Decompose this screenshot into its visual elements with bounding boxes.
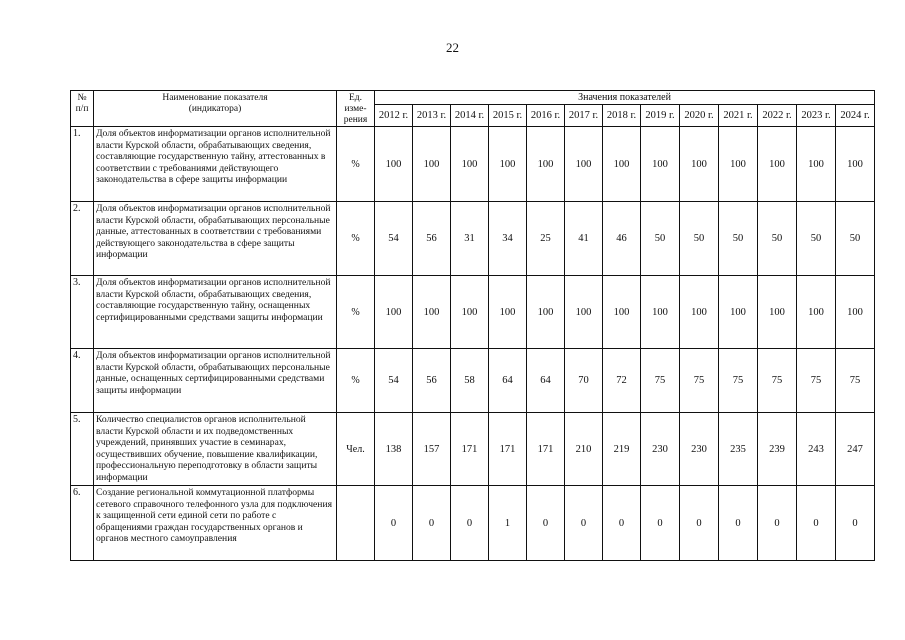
indicator-name: Количество специалистов органов исполнительной власти Курской области и их подведомственных учреждений, принявших участие в семинарах, осуществивших обучение, повышение квалификации, профессиональную переподготовку в области защиты информации (94, 413, 337, 486)
unit-cell (337, 486, 375, 561)
value-cell: 75 (680, 349, 719, 413)
value-cell: 100 (451, 276, 489, 349)
value-cell: 54 (375, 349, 413, 413)
header-year: 2013 г. (413, 105, 451, 127)
value-cell: 0 (413, 486, 451, 561)
value-cell: 157 (413, 413, 451, 486)
table-row (71, 202, 875, 276)
value-cell: 31 (451, 202, 489, 276)
indicator-name: Доля объектов информатизации органов исполнительной власти Курской области, обрабатывающих сведения, составляющие государственную тайну, оснащенных сертифицированными средствами защиты информации (94, 276, 337, 349)
value-cell: 34 (489, 202, 527, 276)
value-cell: 100 (641, 127, 680, 202)
value-cell: 0 (451, 486, 489, 561)
value-cell: 100 (680, 127, 719, 202)
value-cell: 75 (836, 349, 875, 413)
header-year: 2020 г. (680, 105, 719, 127)
value-cell: 41 (565, 202, 603, 276)
value-cell: 100 (375, 127, 413, 202)
row-number: 5. (71, 413, 94, 486)
value-cell: 247 (836, 413, 875, 486)
header-year: 2015 г. (489, 105, 527, 127)
value-cell: 25 (527, 202, 565, 276)
table-row (71, 349, 875, 413)
value-cell: 100 (758, 276, 797, 349)
value-cell: 171 (527, 413, 565, 486)
value-cell: 0 (797, 486, 836, 561)
value-cell: 75 (641, 349, 680, 413)
value-cell: 100 (603, 276, 641, 349)
indicator-name: Доля объектов информатизации органов исполнительной власти Курской области, обрабатывающих сведения, составляющие государственную тайну, аттестованных в соответствии с требованиями действующего законодательства в сфере защиты информации (94, 127, 337, 202)
value-cell: 138 (375, 413, 413, 486)
value-cell: 100 (565, 127, 603, 202)
value-cell: 100 (413, 276, 451, 349)
value-cell: 50 (797, 202, 836, 276)
header-unit: Ед. изме- рения (337, 91, 375, 127)
header-num: № п/п (71, 91, 94, 127)
header-year: 2024 г. (836, 105, 875, 127)
value-cell: 75 (797, 349, 836, 413)
header-values-title: Значения показателей (375, 91, 875, 105)
value-cell: 50 (719, 202, 758, 276)
value-cell: 0 (758, 486, 797, 561)
header-year: 2012 г. (375, 105, 413, 127)
value-cell: 46 (603, 202, 641, 276)
page-number: 22 (446, 40, 459, 55)
value-cell: 0 (680, 486, 719, 561)
row-number: 6. (71, 486, 94, 561)
value-cell: 64 (489, 349, 527, 413)
value-cell: 0 (641, 486, 680, 561)
value-cell: 171 (451, 413, 489, 486)
header-year: 2023 г. (797, 105, 836, 127)
row-number: 2. (71, 202, 94, 276)
table-row (71, 127, 875, 202)
value-cell: 100 (680, 276, 719, 349)
value-cell: 230 (680, 413, 719, 486)
value-cell: 50 (680, 202, 719, 276)
unit-cell: % (337, 276, 375, 349)
row-number: 1. (71, 127, 94, 202)
row-number: 4. (71, 349, 94, 413)
value-cell: 0 (719, 486, 758, 561)
value-cell: 100 (719, 276, 758, 349)
value-cell: 50 (836, 202, 875, 276)
value-cell: 100 (836, 127, 875, 202)
indicator-name: Создание региональной коммутационной платформы сетевого справочного телефонного узла для подключения к защищенной сети единой сети по работе с обращениями граждан государственных органов и органов местного самоуправления (94, 486, 337, 561)
header-name: Наименование показателя (индикатора) (94, 91, 337, 127)
value-cell: 75 (758, 349, 797, 413)
unit-cell: % (337, 349, 375, 413)
value-cell: 100 (797, 276, 836, 349)
value-cell: 171 (489, 413, 527, 486)
value-cell: 100 (758, 127, 797, 202)
value-cell: 0 (527, 486, 565, 561)
indicators-table (70, 90, 875, 561)
value-cell: 0 (603, 486, 641, 561)
row-number: 3. (71, 276, 94, 349)
value-cell: 100 (413, 127, 451, 202)
value-cell: 239 (758, 413, 797, 486)
header-year: 2022 г. (758, 105, 797, 127)
value-cell: 100 (375, 276, 413, 349)
header-year: 2016 г. (527, 105, 565, 127)
value-cell: 100 (797, 127, 836, 202)
value-cell: 72 (603, 349, 641, 413)
value-cell: 50 (758, 202, 797, 276)
value-cell: 100 (565, 276, 603, 349)
value-cell: 100 (603, 127, 641, 202)
unit-cell: Чел. (337, 413, 375, 486)
value-cell: 219 (603, 413, 641, 486)
value-cell: 56 (413, 349, 451, 413)
value-cell: 100 (489, 276, 527, 349)
value-cell: 70 (565, 349, 603, 413)
value-cell: 64 (527, 349, 565, 413)
value-cell: 56 (413, 202, 451, 276)
value-cell: 54 (375, 202, 413, 276)
value-cell: 210 (565, 413, 603, 486)
value-cell: 0 (375, 486, 413, 561)
table-row (71, 486, 875, 561)
table-row (71, 276, 875, 349)
header-year: 2021 г. (719, 105, 758, 127)
header-year: 2019 г. (641, 105, 680, 127)
header-year: 2018 г. (603, 105, 641, 127)
value-cell: 58 (451, 349, 489, 413)
value-cell: 100 (719, 127, 758, 202)
value-cell: 100 (489, 127, 527, 202)
indicator-name: Доля объектов информатизации органов исполнительной власти Курской области, обрабатывающих персональные данные, аттестованных в соответствии с требованиями действующего законодательства в сфере защиты информации (94, 202, 337, 276)
value-cell: 100 (836, 276, 875, 349)
value-cell: 50 (641, 202, 680, 276)
value-cell: 100 (527, 276, 565, 349)
value-cell: 0 (836, 486, 875, 561)
header-year: 2014 г. (451, 105, 489, 127)
value-cell: 100 (451, 127, 489, 202)
value-cell: 75 (719, 349, 758, 413)
value-cell: 100 (527, 127, 565, 202)
header-year: 2017 г. (565, 105, 603, 127)
indicator-name: Доля объектов информатизации органов исполнительной власти Курской области, обрабатывающих персональные данные, оснащенных сертифицированными средствами защиты информации (94, 349, 337, 413)
unit-cell: % (337, 202, 375, 276)
value-cell: 100 (641, 276, 680, 349)
table-row (71, 413, 875, 486)
value-cell: 230 (641, 413, 680, 486)
value-cell: 0 (565, 486, 603, 561)
value-cell: 243 (797, 413, 836, 486)
value-cell: 235 (719, 413, 758, 486)
unit-cell: % (337, 127, 375, 202)
value-cell: 1 (489, 486, 527, 561)
